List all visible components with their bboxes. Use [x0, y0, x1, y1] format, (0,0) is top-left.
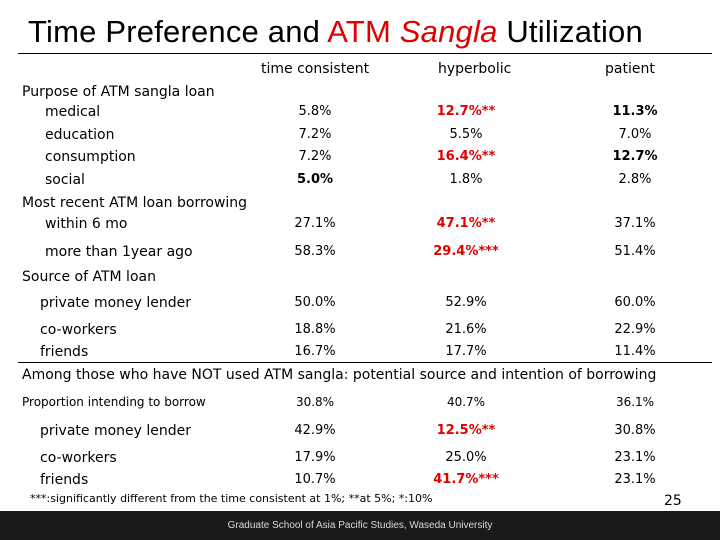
cell-pml1-hyp: 52.9%	[445, 295, 487, 310]
row-label-fr1: friends	[40, 344, 89, 360]
footer-bar	[0, 511, 720, 540]
cell-medical-hyp: 12.7%**	[436, 104, 496, 119]
row-label-within6: within 6 mo	[45, 216, 128, 232]
col-header-time-consistent: time consistent	[261, 61, 370, 77]
cell-within6-pat: 37.1%	[614, 216, 656, 231]
row-label-cow2: co-workers	[40, 450, 117, 466]
row-label-morethan1: more than 1year ago	[45, 244, 193, 260]
cell-consumption-hyp: 16.4%**	[436, 149, 496, 164]
cell-cow1-tc: 18.8%	[294, 322, 336, 337]
cell-fr2-pat: 23.1%	[614, 472, 656, 487]
page-number: 25	[664, 493, 682, 509]
row-label-consumption: consumption	[45, 149, 136, 165]
cell-fr1-tc: 16.7%	[294, 344, 336, 359]
title-part-4: Utilization	[497, 14, 643, 49]
row-label-education: education	[45, 127, 115, 143]
cell-medical-pat: 11.3%	[612, 104, 658, 119]
row-label-pml1: private money lender	[40, 295, 192, 311]
row-label-pml2: private money lender	[40, 423, 192, 439]
cell-cow1-pat: 22.9%	[614, 322, 656, 337]
cell-social-tc: 5.0%	[296, 172, 334, 187]
cell-fr1-pat: 11.4%	[614, 344, 656, 359]
cell-within6-tc: 27.1%	[294, 216, 336, 231]
title-divider	[18, 53, 712, 54]
cell-cow2-tc: 17.9%	[294, 450, 336, 465]
cell-cow1-hyp: 21.6%	[445, 322, 487, 337]
section-divider	[18, 362, 712, 363]
section-recent: Most recent ATM loan borrowing	[22, 195, 248, 211]
section-purpose: Purpose of ATM sangla loan	[22, 84, 215, 100]
cell-fr2-hyp: 41.7%***	[433, 472, 499, 487]
footer-text: Graduate School of Asia Pacific Studies, Waseda University	[227, 520, 493, 531]
row-label-fr2: friends	[40, 472, 89, 488]
section-source: Source of ATM loan	[22, 269, 156, 285]
cell-consumption-pat: 12.7%	[612, 149, 658, 164]
cell-medical-tc: 5.8%	[298, 104, 332, 119]
section-among: Among those who have NOT used ATM sangla: potential source and intention of borrowing	[22, 367, 657, 383]
row-label-medical: medical	[45, 104, 101, 120]
cell-morethan1-pat: 51.4%	[614, 244, 656, 259]
cell-cow2-hyp: 25.0%	[445, 450, 487, 465]
col-header-patient: patient	[605, 61, 655, 77]
cell-fr1-hyp: 17.7%	[445, 344, 487, 359]
cell-education-tc: 7.2%	[298, 127, 332, 142]
row-label-cow1: co-workers	[40, 322, 117, 338]
cell-consumption-tc: 7.2%	[298, 149, 332, 164]
title-part-2: ATM	[327, 14, 400, 49]
cell-education-pat: 7.0%	[618, 127, 652, 142]
cell-morethan1-tc: 58.3%	[294, 244, 336, 259]
significance-note: ***:significantly different from the time consistent at 1%; **at 5%; *:10%	[30, 492, 433, 505]
cell-prop-tc: 30.8%	[295, 395, 335, 409]
cell-morethan1-hyp: 29.4%***	[433, 244, 499, 259]
slide-title	[28, 14, 643, 50]
cell-pml1-tc: 50.0%	[294, 295, 336, 310]
col-header-hyperbolic: hyperbolic	[438, 61, 512, 77]
cell-within6-hyp: 47.1%**	[436, 216, 496, 231]
cell-cow2-pat: 23.1%	[614, 450, 656, 465]
cell-pml2-pat: 30.8%	[614, 423, 656, 438]
title-part-3: Sangla	[399, 14, 498, 49]
cell-social-hyp: 1.8%	[449, 172, 483, 187]
cell-prop-pat: 36.1%	[615, 395, 655, 409]
cell-fr2-tc: 10.7%	[294, 472, 336, 487]
cell-education-hyp: 5.5%	[449, 127, 483, 142]
cell-pml2-tc: 42.9%	[294, 423, 336, 438]
row-label-prop: Proportion intending to borrow	[22, 395, 206, 409]
row-label-social: social	[45, 172, 85, 188]
cell-pml1-pat: 60.0%	[614, 295, 656, 310]
title-part-1: Time Preference and	[28, 14, 328, 49]
cell-prop-hyp: 40.7%	[446, 395, 486, 409]
cell-pml2-hyp: 12.5%**	[436, 423, 496, 438]
cell-social-pat: 2.8%	[618, 172, 652, 187]
